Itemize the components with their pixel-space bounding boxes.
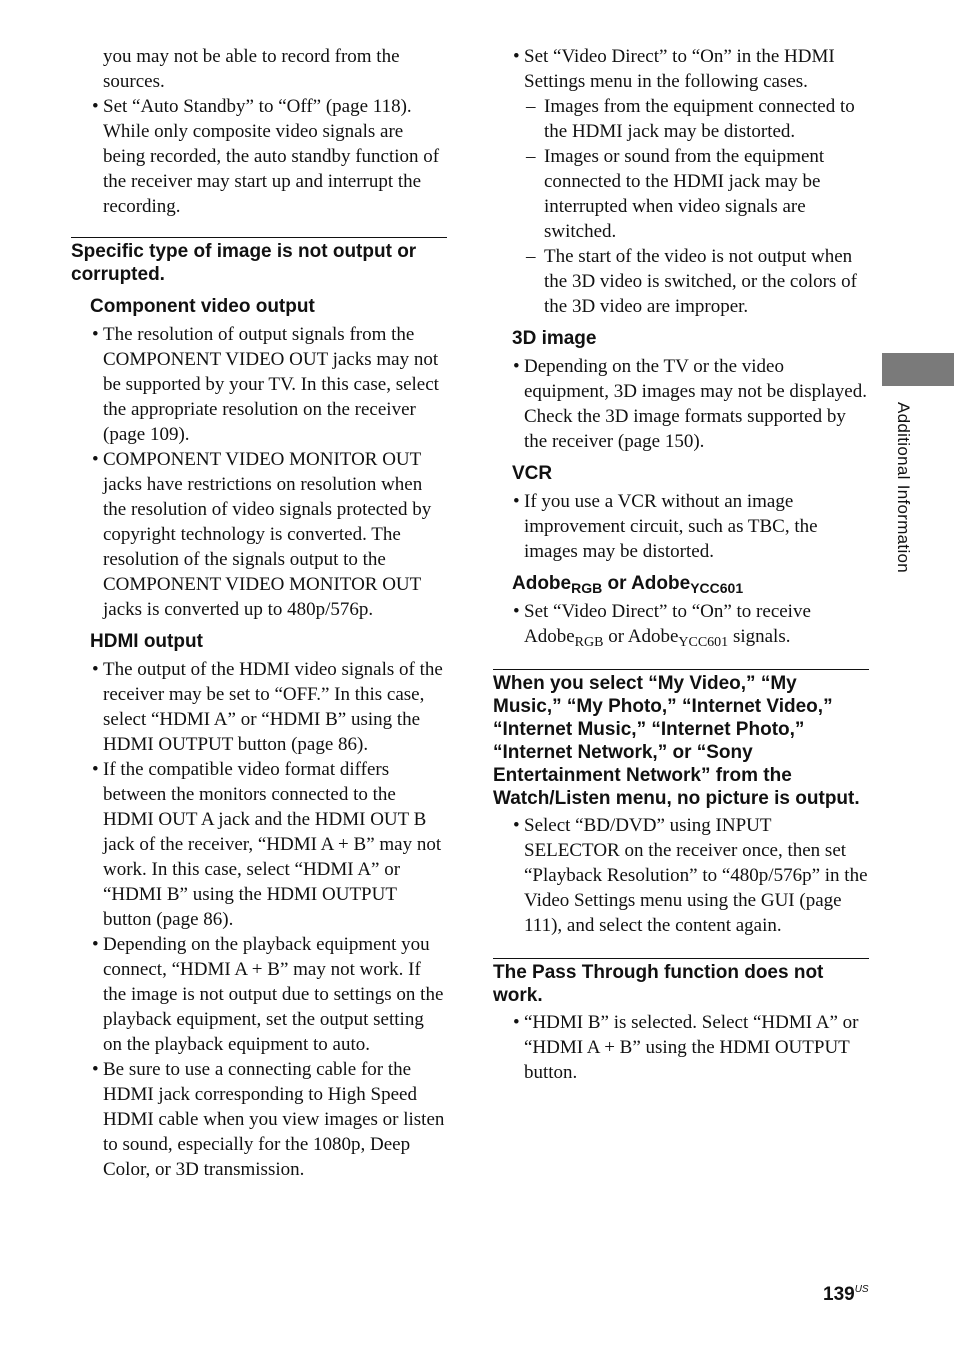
intro-bullet: • Set “Auto Standby” to “Off” (page 118). While only composite video signals are being recorded, the auto standby function of the receiver may start up and interrupt the recording.: [71, 94, 447, 219]
page-number-suffix: US: [854, 1284, 869, 1295]
section-title-watch-listen: When you select “My Video,” “My Music,” “My Photo,” “Internet Video,” “Internet Music,” “Internet Photo,” “Internet Network,” or “Sony Entertainment Network” from the Watch/Listen menu, no picture is output.: [493, 669, 869, 810]
side-section-label: Additional Information: [894, 402, 913, 574]
intro-continuation: you may not be able to record from the sources.: [103, 46, 400, 92]
vcr-bullet: • If you use a VCR without an image improvement circuit, such as TBC, the images may be distorted.: [493, 489, 869, 564]
section-title-pass-through: The Pass Through function does not work.: [493, 958, 869, 1007]
video-direct-bullet: • Set “Video Direct” to “On” in the HDMI Settings menu in the following cases.: [493, 44, 869, 94]
hdmi-bullet-2: • If the compatible video format differs between the monitors connected to the HDMI OUT A jack and the HDMI OUT B jack of the receiver, “HDMI A + B” may not work. In this case, select “HDMI A” or “HDMI B” using the HDMI OUTPUT button (page 86).: [71, 757, 447, 932]
video-direct-dash-3: – The start of the video is not output when the 3D video is switched, or the colors of the 3D video are improper.: [493, 244, 869, 319]
three-d-bullet: • Depending on the TV or the video equipment, 3D images may not be displayed. Check the 3D image formats supported by the receiver (page 150).: [493, 354, 869, 454]
adobe-bullet-ycc: YCC601: [678, 635, 729, 650]
adobe-bullet: [493, 599, 869, 649]
adobe-heading-mid: or Adobe: [602, 573, 691, 594]
adobe-bullet-post: signals.: [728, 626, 791, 647]
component-bullet-1: • The resolution of output signals from the COMPONENT VIDEO OUT jacks may not be supported by your TV. In this case, select the appropriate resolution on the receiver (page 109).: [71, 322, 447, 447]
page-number-value: 139: [823, 1284, 855, 1305]
adobe-heading-rgb: RGB: [571, 580, 603, 596]
component-video-heading: Component video output: [90, 296, 315, 317]
adobe-bullet-rgb: RGB: [574, 635, 604, 650]
right-column: [493, 42, 869, 1085]
adobe-heading-ycc: YCC601: [690, 580, 744, 596]
hdmi-bullet-1: • The output of the HDMI video signals of the receiver may be set to “OFF.” In this case, select “HDMI A” or “HDMI B” using the HDMI OUTPUT button (page 86).: [71, 657, 447, 757]
three-d-image-heading: 3D image: [512, 328, 597, 349]
hdmi-output-heading: HDMI output: [90, 631, 203, 652]
video-direct-dash-1: – Images from the equipment connected to the HDMI jack may be distorted.: [493, 94, 869, 144]
watch-listen-bullet: • Select “BD/DVD” using INPUT SELECTOR on the receiver once, then set “Playback Resolution” to “480p/576p” in the Video Settings menu using the GUI (page 111), and select the content again.: [493, 813, 869, 938]
side-tab-marker: [882, 353, 954, 386]
video-direct-dash-2: – Images or sound from the equipment connected to the HDMI jack may be interrupted when video signals are switched.: [493, 144, 869, 244]
section-title-image-output: Specific type of image is not output or corrupted.: [71, 237, 447, 286]
hdmi-bullet-3: • Depending on the playback equipment you connect, “HDMI A + B” may not work. If the image is not output due to settings on the playback equipment, set the output setting on the playback equipment to auto.: [71, 932, 447, 1057]
pass-through-bullet: • “HDMI B” is selected. Select “HDMI A” or “HDMI A + B” using the HDMI OUTPUT button.: [493, 1010, 869, 1085]
hdmi-bullet-4: • Be sure to use a connecting cable for the HDMI jack corresponding to High Speed HDMI cable when you view images or listen to sound, especially for the 1080p, Deep Color, or 3D transmission.: [71, 1057, 447, 1182]
adobe-heading: [493, 572, 869, 595]
page-number: [823, 1284, 869, 1306]
adobe-heading-a: Adobe: [512, 573, 572, 594]
adobe-bullet-mid: or Adobe: [603, 626, 679, 647]
component-bullet-2: • COMPONENT VIDEO MONITOR OUT jacks have restrictions on resolution when the resolution of video signals protected by copyright technology is converted. The resolution of the signals output to the COMPONENT VIDEO MONITOR OUT jacks is converted up to 480p/576p.: [71, 447, 447, 622]
vcr-heading: VCR: [512, 463, 553, 484]
left-column: [71, 42, 447, 1182]
adobe-bullet-pre: Set “Video Direct” to “On” to receive Adobe: [524, 601, 811, 647]
